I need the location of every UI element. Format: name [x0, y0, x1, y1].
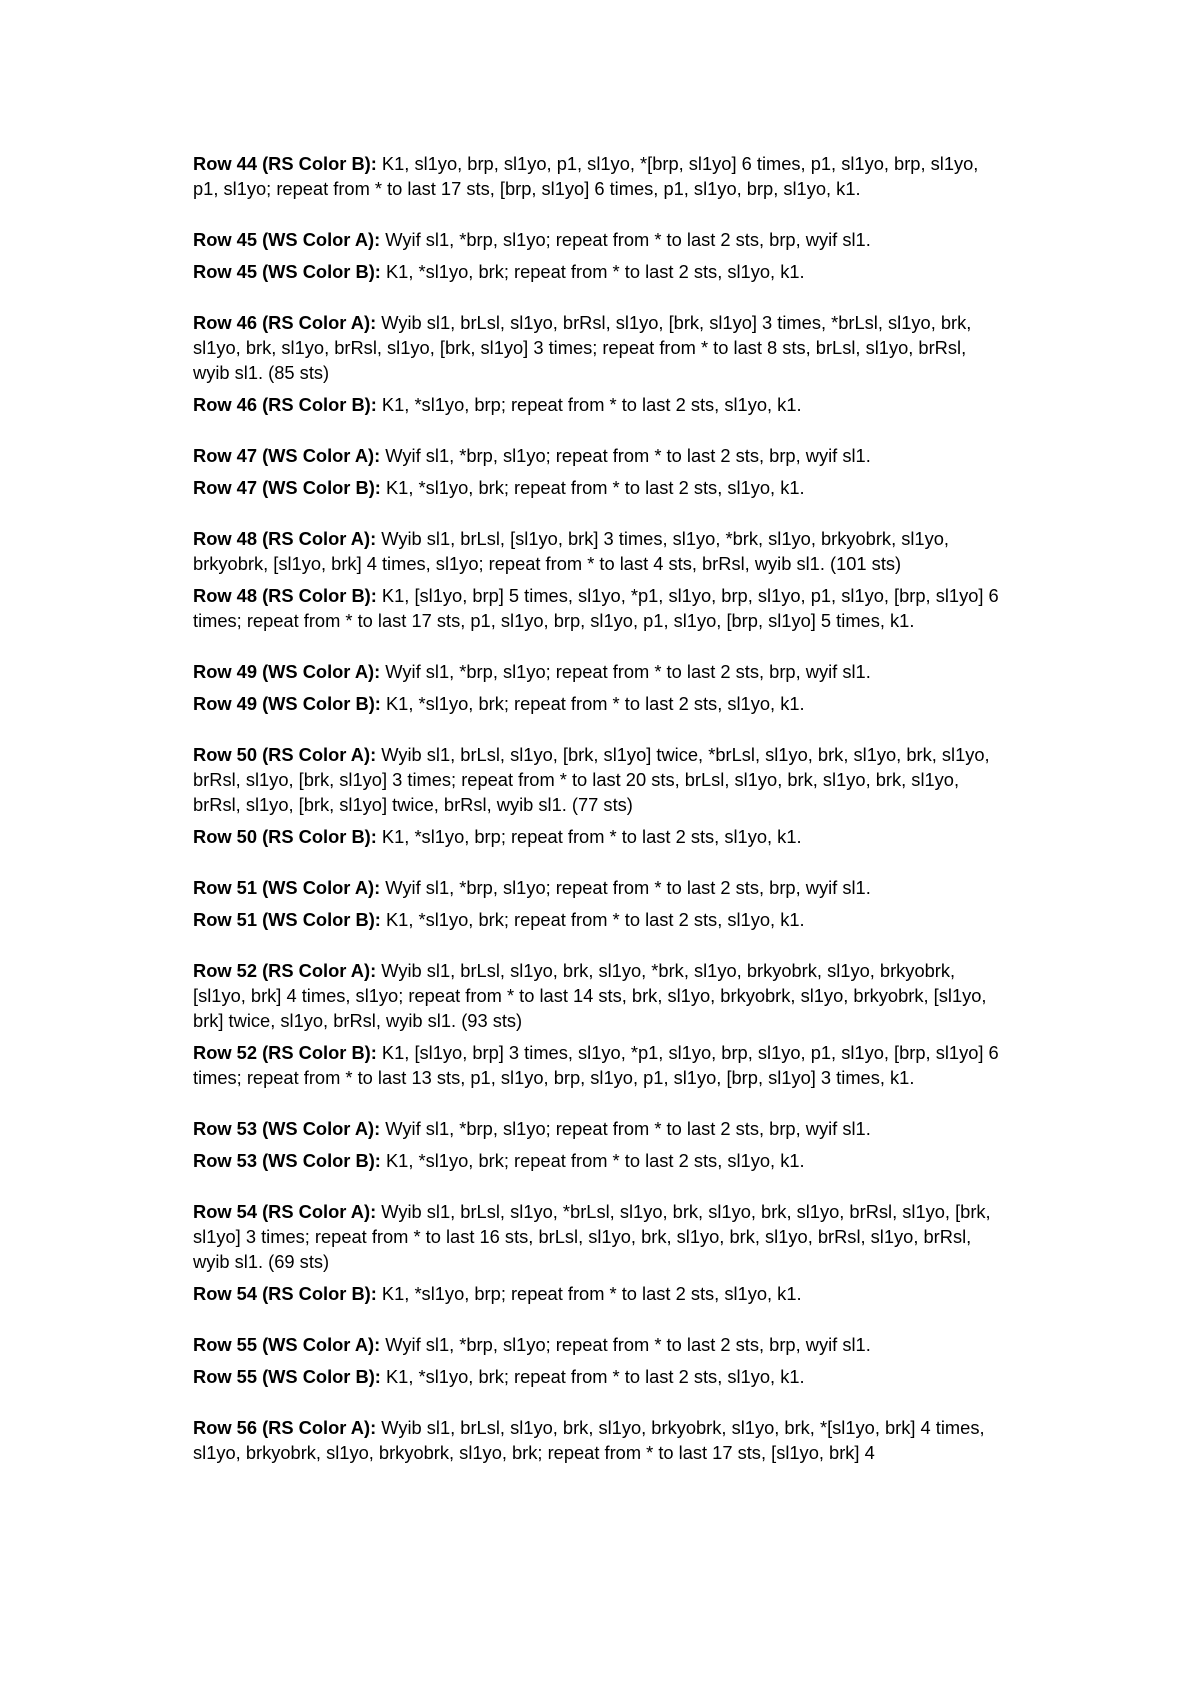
row-label: Row 55 (WS Color B): [193, 1366, 381, 1387]
row-instruction [193, 907, 1003, 932]
row-label: Row 52 (RS Color B): [193, 1042, 377, 1063]
row-label: Row 54 (RS Color B): [193, 1283, 377, 1304]
row-instruction [193, 1199, 1003, 1274]
row-label: Row 56 (RS Color A): [193, 1417, 377, 1438]
row-text: K1, *sl1yo, brp; repeat from * to last 2 sts, sl1yo, k1. [376, 1283, 802, 1304]
row-instruction [193, 1116, 1003, 1141]
row-label: Row 48 (RS Color A): [193, 528, 377, 549]
row-text: K1, *sl1yo, brk; repeat from * to last 2 sts, sl1yo, k1. [380, 261, 805, 282]
row-text: K1, [sl1yo, brp] 3 times, sl1yo, *p1, sl1yo, brp, sl1yo, p1, sl1yo, [brp, sl1yo] 6 times; repeat from * to last 13 sts, p1, sl1yo, brp, sl1yo, p1, sl1yo, [brp, sl1yo] 3 times, k1. [193, 1042, 999, 1088]
row-label: Row 50 (RS Color A): [193, 744, 377, 765]
row-label: Row 44 (RS Color B): [193, 153, 377, 174]
row-text: K1, *sl1yo, brk; repeat from * to last 2 sts, sl1yo, k1. [380, 909, 805, 930]
row-text: Wyib sl1, brLsl, sl1yo, brRsl, sl1yo, [brk, sl1yo] 3 times, *brLsl, sl1yo, brk, sl1yo, brk, sl1yo, brRsl, sl1yo, [brk, sl1yo] 3 times; repeat from * to last 8 sts, brLsl, sl1yo, brRsl, wyib sl1. (85 sts) [193, 312, 972, 383]
row-label: Row 50 (RS Color B): [193, 826, 377, 847]
row-text: Wyib sl1, brLsl, sl1yo, brk, sl1yo, *brk, sl1yo, brkyobrk, sl1yo, brkyobrk, [sl1yo, brk] 4 times, sl1yo; repeat from * to last 14 sts, brk, sl1yo, brkyobrk, sl1yo, brkyobrk, [sl1yo, brk] twice, sl1yo, brRsl, wyib sl1. (93 sts) [193, 960, 987, 1031]
row-text: Wyif sl1, *brp, sl1yo; repeat from * to last 2 sts, brp, wyif sl1. [380, 877, 871, 898]
row-instruction [193, 583, 1003, 633]
row-label: Row 49 (WS Color B): [193, 693, 381, 714]
row-label: Row 47 (WS Color B): [193, 477, 381, 498]
row-instruction [193, 691, 1003, 716]
row-label: Row 48 (RS Color B): [193, 585, 377, 606]
row-label: Row 49 (WS Color A): [193, 661, 381, 682]
row-text: Wyib sl1, brLsl, sl1yo, [brk, sl1yo] twice, *brLsl, sl1yo, brk, sl1yo, brk, sl1yo, brRsl, sl1yo, [brk, sl1yo] 3 times; repeat from * to last 20 sts, brLsl, sl1yo, brk, sl1yo, brk, sl1yo, brRsl, sl1yo, [brk, sl1yo] twice, brRsl, wyib sl1. (77 sts) [193, 744, 990, 815]
pattern-instructions [193, 151, 1003, 1465]
row-instruction [193, 875, 1003, 900]
row-instruction [193, 259, 1003, 284]
row-instruction [193, 310, 1003, 385]
row-label: Row 52 (RS Color A): [193, 960, 377, 981]
row-instruction [193, 227, 1003, 252]
row-instruction [193, 1415, 1003, 1465]
row-text: K1, sl1yo, brp, sl1yo, p1, sl1yo, *[brp, sl1yo] 6 times, p1, sl1yo, brp, sl1yo, p1, sl1yo; repeat from * to last 17 sts, [brp, sl1yo] 6 times, p1, sl1yo, brp, sl1yo, k1. [193, 153, 979, 199]
row-label: Row 53 (WS Color B): [193, 1150, 381, 1171]
row-text: Wyif sl1, *brp, sl1yo; repeat from * to last 2 sts, brp, wyif sl1. [380, 661, 871, 682]
row-instruction [193, 526, 1003, 576]
row-text: Wyif sl1, *brp, sl1yo; repeat from * to last 2 sts, brp, wyif sl1. [380, 229, 871, 250]
row-instruction [193, 659, 1003, 684]
row-label: Row 54 (RS Color A): [193, 1201, 377, 1222]
row-text: Wyif sl1, *brp, sl1yo; repeat from * to last 2 sts, brp, wyif sl1. [380, 1118, 871, 1139]
row-label: Row 46 (RS Color A): [193, 312, 377, 333]
row-text: K1, *sl1yo, brp; repeat from * to last 2 sts, sl1yo, k1. [376, 394, 802, 415]
row-label: Row 45 (WS Color A): [193, 229, 381, 250]
row-instruction [193, 824, 1003, 849]
row-text: Wyif sl1, *brp, sl1yo; repeat from * to last 2 sts, brp, wyif sl1. [380, 445, 871, 466]
row-instruction [193, 1040, 1003, 1090]
row-instruction [193, 392, 1003, 417]
row-instruction [193, 1332, 1003, 1357]
row-instruction [193, 1148, 1003, 1173]
row-text: K1, [sl1yo, brp] 5 times, sl1yo, *p1, sl1yo, brp, sl1yo, p1, sl1yo, [brp, sl1yo] 6 times; repeat from * to last 17 sts, p1, sl1yo, brp, sl1yo, p1, sl1yo, [brp, sl1yo] 5 times, k1. [193, 585, 999, 631]
row-text: Wyib sl1, brLsl, [sl1yo, brk] 3 times, sl1yo, *brk, sl1yo, brkyobrk, sl1yo, brkyobrk, [sl1yo, brk] 4 times, sl1yo; repeat from * to last 4 sts, brRsl, wyib sl1. (101 sts) [193, 528, 949, 574]
row-text: K1, *sl1yo, brk; repeat from * to last 2 sts, sl1yo, k1. [380, 477, 805, 498]
row-label: Row 47 (WS Color A): [193, 445, 381, 466]
row-label: Row 55 (WS Color A): [193, 1334, 381, 1355]
row-text: K1, *sl1yo, brk; repeat from * to last 2 sts, sl1yo, k1. [380, 1150, 805, 1171]
row-label: Row 51 (WS Color A): [193, 877, 381, 898]
row-instruction [193, 151, 1003, 201]
row-instruction [193, 958, 1003, 1033]
row-instruction [193, 1364, 1003, 1389]
row-label: Row 51 (WS Color B): [193, 909, 381, 930]
row-label: Row 45 (WS Color B): [193, 261, 381, 282]
row-label: Row 53 (WS Color A): [193, 1118, 381, 1139]
row-instruction [193, 475, 1003, 500]
row-instruction [193, 742, 1003, 817]
row-instruction [193, 1281, 1003, 1306]
row-text: K1, *sl1yo, brk; repeat from * to last 2 sts, sl1yo, k1. [380, 693, 805, 714]
row-text: K1, *sl1yo, brp; repeat from * to last 2 sts, sl1yo, k1. [376, 826, 802, 847]
row-text: Wyib sl1, brLsl, sl1yo, *brLsl, sl1yo, brk, sl1yo, brk, sl1yo, brRsl, sl1yo, [brk, sl1yo] 3 times; repeat from * to last 16 sts, brLsl, sl1yo, brk, sl1yo, brk, sl1yo, brRsl, sl1yo, brRsl, wyib sl1. (69 sts) [193, 1201, 991, 1272]
row-text: Wyib sl1, brLsl, sl1yo, brk, sl1yo, brkyobrk, sl1yo, brk, *[sl1yo, brk] 4 times, sl1yo, brkyobrk, sl1yo, brkyobrk, sl1yo, brk; repeat from * to last 17 sts, [sl1yo, brk] 4 [193, 1417, 985, 1463]
row-instruction [193, 443, 1003, 468]
row-text: Wyif sl1, *brp, sl1yo; repeat from * to last 2 sts, brp, wyif sl1. [380, 1334, 871, 1355]
row-label: Row 46 (RS Color B): [193, 394, 377, 415]
row-text: K1, *sl1yo, brk; repeat from * to last 2 sts, sl1yo, k1. [380, 1366, 805, 1387]
